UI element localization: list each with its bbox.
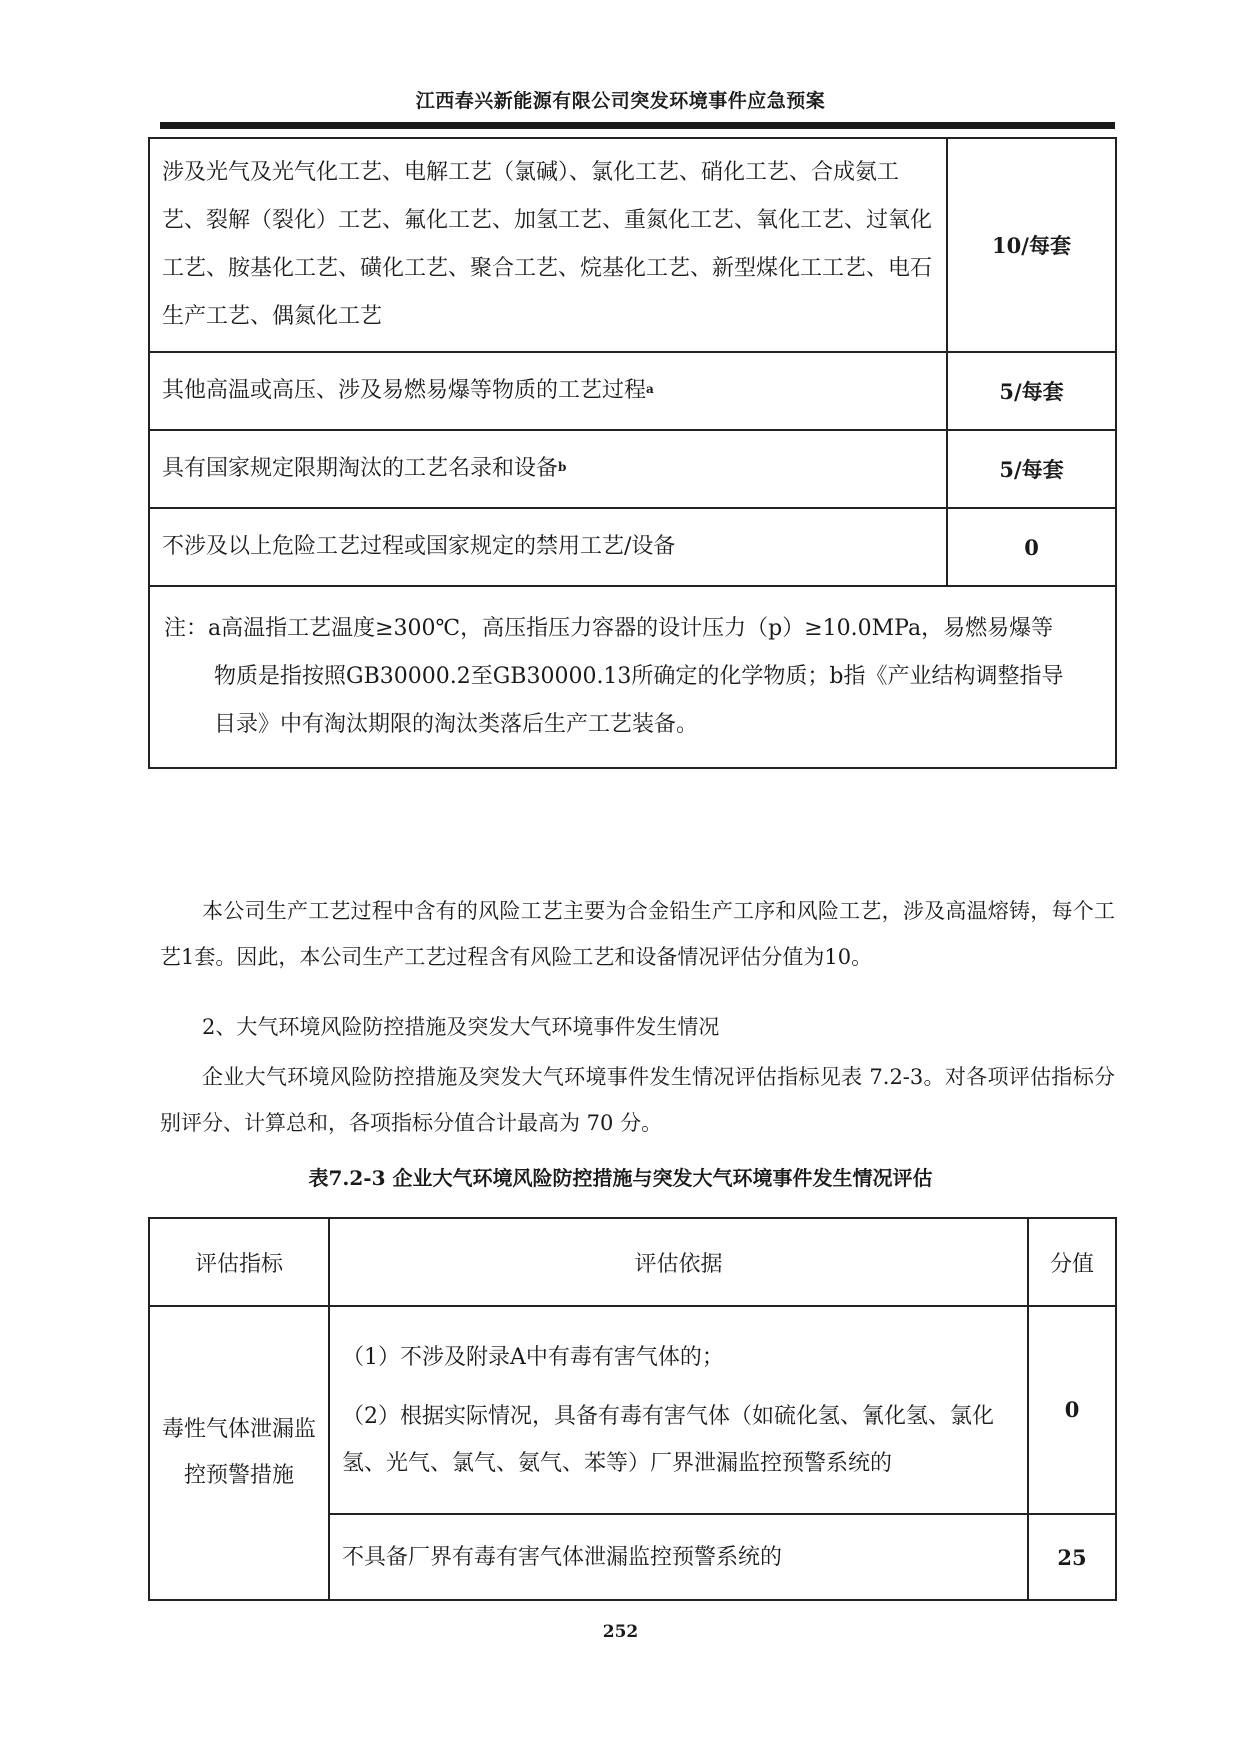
process-description: 涉及光气及光气化工艺、电解工艺（氯碱）、氯化工艺、硝化工艺、合成氨工艺、裂解（裂化）工艺、氟化工艺、加氢工艺、重氮化工艺、氧化工艺、过氧化工艺、胺基化工艺、磺化工艺、聚合工艺、烷基化工艺、新型煤化工工艺、电石生产工艺、偶氮化工艺 (149, 138, 947, 352)
process-score: 5/每套 (947, 430, 1116, 508)
header-rule (160, 122, 1115, 129)
table-row (149, 1306, 1116, 1514)
process-description: 不涉及以上危险工艺过程或国家规定的禁用工艺/设备 (149, 508, 947, 586)
basis-cell (329, 1306, 1028, 1514)
process-description: 其他高温或高压、涉及易燃易爆等物质的工艺过程$^a$ (149, 352, 947, 430)
table-caption: 表7.2-3 企业大气环境风险防控措施与突发大气环境事件发生情况评估 (308, 1166, 933, 1190)
column-header-score: 分值 (1028, 1218, 1116, 1306)
column-header-basis: 评估依据 (329, 1218, 1028, 1306)
process-risk-table (148, 137, 1117, 769)
table-header-row (149, 1218, 1116, 1306)
note-line: 注：a高温指工艺温度≥300℃，高压指压力容器的设计压力（p）≥10.0MPa，易燃易爆等 (164, 616, 1054, 641)
table-note (149, 586, 1116, 768)
table-row (149, 430, 1116, 508)
body-paragraph: 本公司生产工艺过程中含有的风险工艺主要为合金铅生产工序和风险工艺，涉及高温熔铸，每个工艺1套。因此，本公司生产工艺过程含有风险工艺和设备情况评估分值为10。 (160, 899, 1115, 969)
note-line: 目录》中有淘汰期限的淘汰类落后生产工艺装备。 (214, 712, 699, 737)
score-cell: 25 (1028, 1514, 1116, 1600)
basis-item: （1）不涉及附录A中有毒有害气体的； (342, 1344, 724, 1370)
score-cell: 0 (1028, 1306, 1116, 1514)
note-line: 物质是指按照GB30000.2至GB30000.13所确定的化学物质；b指《产业结构调整指导 (214, 664, 1064, 689)
indicator-cell: 毒性气体泄漏监控预警措施 (149, 1306, 329, 1600)
table-note-row (149, 586, 1116, 768)
footnote-marker: a (646, 382, 654, 396)
section-heading: 2、大气环境风险防控措施及突发大气环境事件发生情况 (202, 1015, 720, 1039)
assessment-table (148, 1217, 1117, 1601)
table-row (149, 352, 1116, 430)
table-row (149, 138, 1116, 352)
process-score: 0 (947, 508, 1116, 586)
process-score: 10/每套 (947, 138, 1116, 352)
table-row (149, 508, 1116, 586)
footnote-marker: b (558, 460, 567, 474)
basis-cell: 不具备厂界有毒有害气体泄漏监控预警系统的 (329, 1514, 1028, 1600)
basis-item: （2）根据实际情况，具备有毒有害气体（如硫化氢、氰化氢、氯化氢、光气、氯气、氨气、苯等）厂界泄漏监控预警系统的 (342, 1403, 994, 1476)
process-description: 具有国家规定限期淘汰的工艺名录和设备$^b$ (149, 430, 947, 508)
page-number: 252 (602, 1622, 639, 1642)
body-paragraph: 企业大气环境风险防控措施及突发大气环境事件发生情况评估指标见表 7.2-3。对各项评估指标分别评分、计算总和，各项指标分值合计最高为 70 分。 (160, 1065, 1115, 1135)
process-score: 5/每套 (947, 352, 1116, 430)
document-header-title: 江西春兴新能源有限公司突发环境事件应急预案 (415, 90, 826, 112)
column-header-indicator: 评估指标 (149, 1218, 329, 1306)
